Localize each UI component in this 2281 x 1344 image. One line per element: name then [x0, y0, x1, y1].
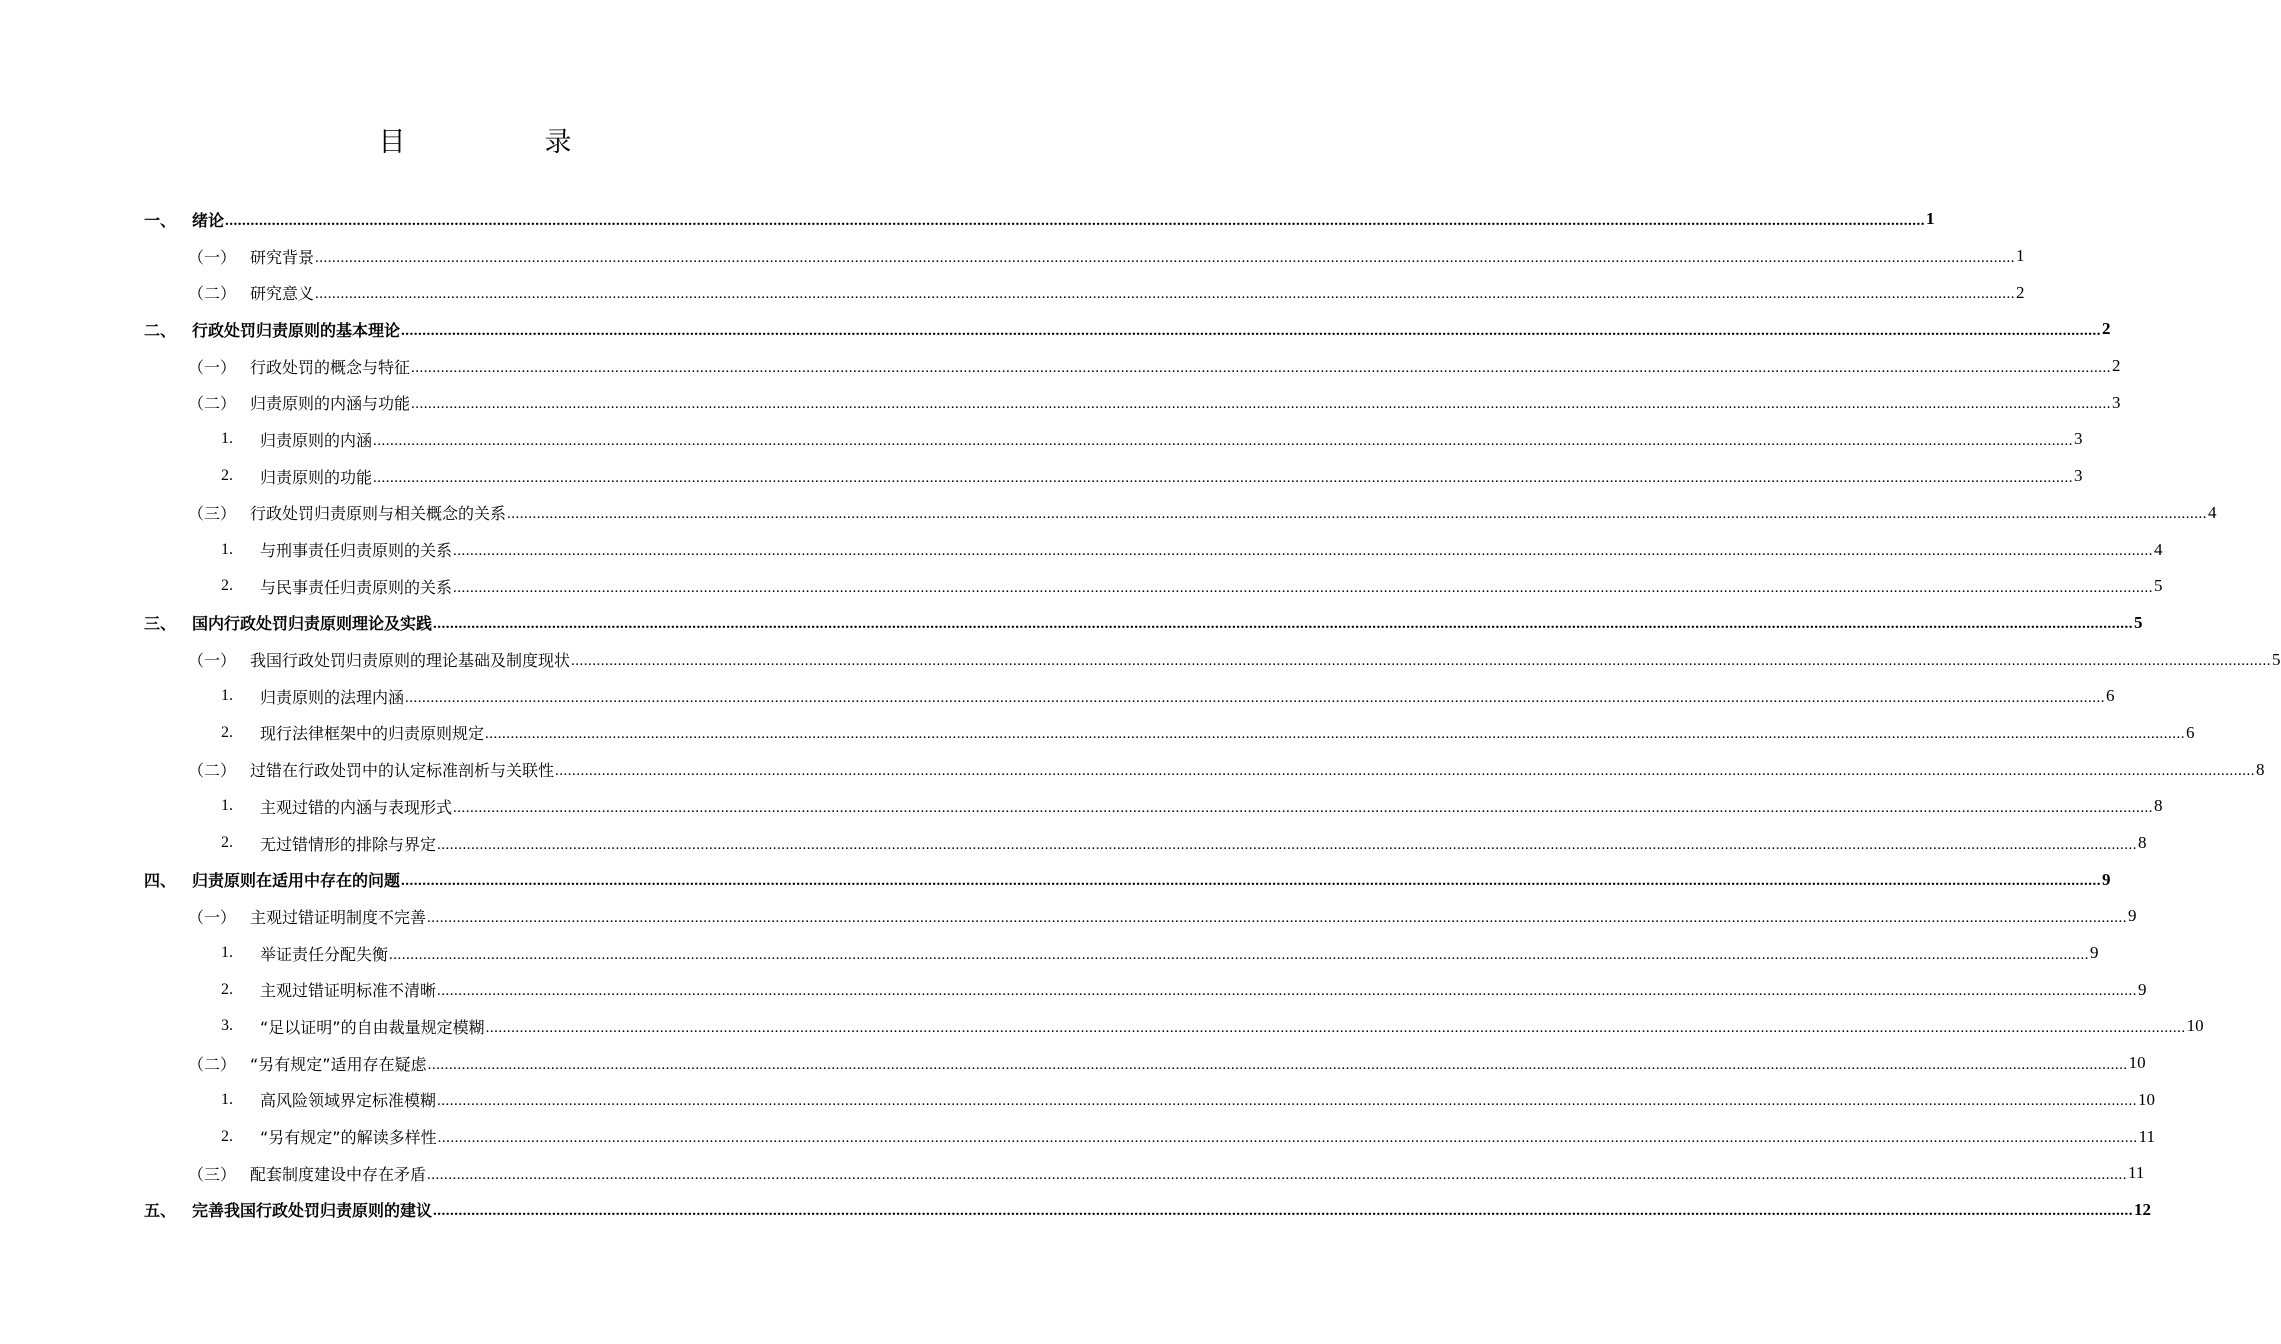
toc-entry-title: “另有规定”适用存在疑虑 [250, 1054, 427, 1074]
toc-entry[interactable] [0, 861, 2111, 898]
toc-entry-number: 五、 [144, 1201, 177, 1221]
toc-entry-page-number: 3 [2074, 429, 2083, 449]
toc-entry-page-number: 9 [2128, 906, 2137, 926]
toc-entry[interactable] [0, 641, 2281, 678]
toc-entry-number: 3. [221, 1017, 233, 1035]
toc-entry-number: 1. [221, 1090, 233, 1108]
toc-entry[interactable] [0, 1192, 2152, 1229]
toc-entry-number: 三、 [144, 614, 177, 634]
toc-entry-title: “足以证明”的自由裁量规定模糊 [260, 1017, 485, 1037]
toc-entry-page-number: 8 [2154, 796, 2163, 816]
dot-leader: ................................................................................................................................................................................................................................................................................................................................................................................................................ [485, 1019, 2186, 1036]
toc-entry-title: 归责原则在适用中存在的问题 [192, 871, 401, 891]
toc-entry[interactable] [0, 825, 2147, 862]
dot-leader: ................................................................................................................................................................................................................................................................................................................................................................................................................ [433, 1203, 2134, 1220]
toc-entry-title: 归责原则的内涵与功能 [250, 394, 411, 414]
dot-leader: ................................................................................................................................................................................................................................................................................................................................................................................................................ [433, 616, 2134, 633]
toc-entry[interactable] [0, 311, 2111, 348]
toc-entry[interactable] [0, 1082, 2156, 1119]
toc-entry-page-number: 2 [2016, 282, 2025, 302]
dot-leader: ................................................................................................................................................................................................................................................................................................................................................................................................................ [411, 396, 2112, 413]
toc-entry-number: （一） [188, 357, 237, 377]
toc-entry-title: “另有规定”的解读多样性 [260, 1128, 437, 1148]
toc-entry[interactable] [0, 201, 1935, 238]
dot-leader: ................................................................................................................................................................................................................................................................................................................................................................................................................ [485, 726, 2186, 743]
toc-entry-number: （三） [188, 504, 237, 524]
toc-entry-title: 归责原则的内涵 [260, 430, 373, 450]
toc-entry[interactable] [0, 238, 2025, 275]
dot-leader: ................................................................................................................................................................................................................................................................................................................................................................................................................ [555, 763, 2256, 780]
toc-entry-number: 1. [221, 944, 233, 962]
toc-entry-number: （一） [188, 907, 237, 927]
dot-leader: ................................................................................................................................................................................................................................................................................................................................................................................................................ [453, 543, 2154, 560]
dot-leader: ................................................................................................................................................................................................................................................................................................................................................................................................................ [453, 799, 2154, 816]
toc-entry-title: 行政处罚的概念与特征 [250, 357, 411, 377]
toc-entry-page-number: 1 [1926, 209, 1935, 229]
toc-entry-page-number: 6 [2186, 722, 2195, 742]
toc-entry-page-number: 8 [2256, 759, 2265, 779]
toc-entry-number: （二） [188, 761, 237, 781]
toc-entry-page-number: 11 [2138, 1126, 2155, 1146]
dot-leader: ................................................................................................................................................................................................................................................................................................................................................................................................................ [437, 1093, 2138, 1110]
toc-entry[interactable] [0, 935, 2099, 972]
toc-entry-page-number: 2 [2112, 356, 2121, 376]
toc-entry-page-number: 5 [2134, 612, 2143, 632]
toc-entry[interactable] [0, 421, 2083, 458]
dot-leader: ................................................................................................................................................................................................................................................................................................................................................................................................................ [427, 909, 2128, 926]
toc-entry-number: 2. [221, 834, 233, 852]
toc-entry[interactable] [0, 1118, 2155, 1155]
toc-entry-title: 配套制度建设中存在矛盾 [250, 1164, 427, 1184]
toc-entry-title: 绪论 [192, 210, 225, 230]
toc-entry[interactable] [0, 1045, 2146, 1082]
toc-entry[interactable] [0, 605, 2143, 642]
toc-entry-page-number: 3 [2112, 392, 2121, 412]
toc-entry-number: 1. [221, 430, 233, 448]
toc-entry-number: （二） [188, 1054, 237, 1074]
dot-leader: ................................................................................................................................................................................................................................................................................................................................................................................................................ [437, 1130, 2138, 1147]
toc-entry[interactable] [0, 1008, 2204, 1045]
toc-entry-number: 一、 [144, 210, 177, 230]
toc-entry[interactable] [0, 568, 2163, 605]
dot-leader: ................................................................................................................................................................................................................................................................................................................................................................................................................ [411, 359, 2112, 376]
toc-entry-number: 2. [221, 467, 233, 485]
toc-entry-page-number: 10 [2128, 1053, 2146, 1073]
toc-entry-title: 归责原则的法理内涵 [260, 687, 405, 707]
toc-entry-number: （二） [188, 284, 237, 304]
toc-entry[interactable] [0, 531, 2163, 568]
toc-entry-page-number: 9 [2138, 979, 2147, 999]
toc-entry-page-number: 5 [2154, 576, 2163, 596]
toc-entry-page-number: 8 [2138, 833, 2147, 853]
toc-entry[interactable] [0, 788, 2163, 825]
toc-entry-title: 高风险领域界定标准模糊 [260, 1091, 437, 1111]
toc-entry-title: 行政处罚归责原则与相关概念的关系 [250, 504, 507, 524]
toc-entry-title: 归责原则的功能 [260, 467, 373, 487]
toc-entry-page-number: 3 [2074, 466, 2083, 486]
toc-entry-title: 过错在行政处罚中的认定标准剖析与关联性 [250, 761, 555, 781]
toc-entry-title: 与民事责任归责原则的关系 [260, 577, 453, 597]
toc-entry-number: 2. [221, 577, 233, 595]
toc-entry-title: 研究意义 [250, 284, 315, 304]
toc-entry-title: 国内行政处罚归责原则理论及实践 [192, 614, 433, 634]
toc-entry-title: 行政处罚归责原则的基本理论 [192, 320, 401, 340]
toc-entry-number: 2. [221, 723, 233, 741]
dot-leader: ................................................................................................................................................................................................................................................................................................................................................................................................................ [405, 689, 2106, 706]
dot-leader: ................................................................................................................................................................................................................................................................................................................................................................................................................ [373, 469, 2074, 486]
toc-entry-title: 举证责任分配失衡 [260, 944, 389, 964]
toc-entry-page-number: 5 [2272, 649, 2281, 669]
toc-entry[interactable] [0, 348, 2121, 385]
toc-entry-page-number: 12 [2134, 1199, 2152, 1219]
toc-entry-page-number: 9 [2102, 869, 2111, 889]
toc-entry-page-number: 2 [2102, 319, 2111, 339]
dot-leader: ................................................................................................................................................................................................................................................................................................................................................................................................................ [315, 286, 2016, 303]
toc-entry-title: 无过错情形的排除与界定 [260, 834, 437, 854]
toc-entry[interactable] [0, 384, 2121, 421]
dot-leader: ................................................................................................................................................................................................................................................................................................................................................................................................................ [437, 983, 2138, 1000]
toc-entry-number: （二） [188, 394, 237, 414]
toc-entry-title: 主观过错证明制度不完善 [250, 907, 427, 927]
toc-entry-page-number: 1 [2016, 246, 2025, 266]
toc-entry-number: （一） [188, 651, 237, 671]
toc-entry-page-number: 4 [2154, 539, 2163, 559]
toc-entry[interactable] [0, 751, 2265, 788]
toc-entry[interactable] [0, 274, 2025, 311]
toc-entry-number: 1. [221, 797, 233, 815]
dot-leader: ................................................................................................................................................................................................................................................................................................................................................................................................................ [437, 836, 2138, 853]
toc-entry-title: 完善我国行政处罚归责原则的建议 [192, 1201, 433, 1221]
dot-leader: ................................................................................................................................................................................................................................................................................................................................................................................................................ [401, 322, 2102, 339]
toc-entry-number: 2. [221, 1127, 233, 1145]
toc-entry[interactable] [0, 495, 2217, 532]
table-of-contents [0, 201, 2281, 1228]
toc-entry-page-number: 10 [2138, 1089, 2156, 1109]
dot-leader: ................................................................................................................................................................................................................................................................................................................................................................................................................ [401, 873, 2102, 890]
toc-entry-number: 2. [221, 980, 233, 998]
toc-entry-title: 研究背景 [250, 247, 315, 267]
toc-entry-number: 1. [221, 540, 233, 558]
toc-entry-number: 1. [221, 687, 233, 705]
toc-entry-title: 我国行政处罚归责原则的理论基础及制度现状 [250, 651, 571, 671]
dot-leader: ................................................................................................................................................................................................................................................................................................................................................................................................................ [571, 653, 2272, 670]
dot-leader: ................................................................................................................................................................................................................................................................................................................................................................................................................ [315, 249, 2016, 266]
toc-entry[interactable] [0, 898, 2137, 935]
toc-entry[interactable] [0, 715, 2195, 752]
dot-leader: ................................................................................................................................................................................................................................................................................................................................................................................................................ [507, 506, 2208, 523]
toc-entry-page-number: 10 [2186, 1016, 2204, 1036]
toc-entry-page-number: 11 [2128, 1163, 2145, 1183]
toc-entry-number: （一） [188, 247, 237, 267]
toc-entry[interactable] [0, 971, 2147, 1008]
toc-entry-number: 四、 [144, 871, 177, 891]
toc-entry[interactable] [0, 1155, 2145, 1192]
toc-entry-title: 主观过错证明标准不清晰 [260, 981, 437, 1001]
dot-leader: ................................................................................................................................................................................................................................................................................................................................................................................................................ [453, 579, 2154, 596]
toc-entry-number: （三） [188, 1164, 237, 1184]
dot-leader: ................................................................................................................................................................................................................................................................................................................................................................................................................ [389, 946, 2090, 963]
toc-entry-page-number: 6 [2106, 686, 2115, 706]
toc-entry-page-number: 9 [2090, 943, 2099, 963]
toc-title: 目 录 [378, 127, 628, 158]
toc-entry-page-number: 4 [2208, 502, 2217, 522]
toc-entry-title: 与刑事责任归责原则的关系 [260, 541, 453, 561]
dot-leader: ................................................................................................................................................................................................................................................................................................................................................................................................................ [373, 432, 2074, 449]
dot-leader: ................................................................................................................................................................................................................................................................................................................................................................................................................ [427, 1056, 2128, 1073]
toc-entry-title: 主观过错的内涵与表现形式 [260, 797, 453, 817]
toc-entry[interactable] [0, 458, 2083, 495]
toc-entry-number: 二、 [144, 320, 177, 340]
toc-entry[interactable] [0, 678, 2115, 715]
toc-entry-title: 现行法律框架中的归责原则规定 [260, 724, 485, 744]
dot-leader: ................................................................................................................................................................................................................................................................................................................................................................................................................ [225, 212, 1926, 229]
dot-leader: ................................................................................................................................................................................................................................................................................................................................................................................................................ [427, 1166, 2128, 1183]
